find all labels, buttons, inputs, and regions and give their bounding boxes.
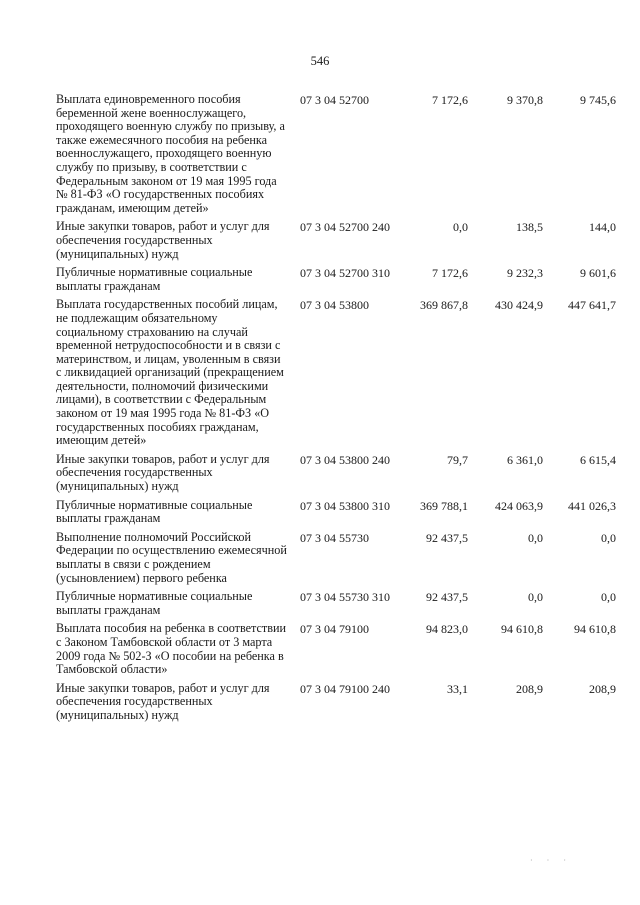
row-value-3: 94 610,8 — [574, 622, 616, 637]
row-value-3: 208,9 — [589, 681, 616, 696]
row-code: 07 3 04 53800 310 — [300, 498, 390, 513]
scan-artifact: · · · — [530, 856, 572, 865]
row-code: 07 3 04 79100 240 — [300, 681, 390, 696]
row-value-3: 0,0 — [601, 590, 616, 605]
table-row — [56, 682, 624, 723]
row-value-3: 144,0 — [589, 220, 616, 235]
row-value-1: 92 437,5 — [426, 590, 468, 605]
table-row — [56, 93, 624, 215]
row-description: Выполнение полномочий Российской Федерации по осуществлению ежемесячной выплаты в связи с рождением (усыновлением) первого ребенка — [56, 529, 287, 585]
row-description: Публичные нормативные социальные выплаты гражданам — [56, 589, 253, 617]
row-value-3: 9 601,6 — [580, 266, 616, 281]
row-value-2: 0,0 — [528, 530, 543, 545]
row-value-1: 0,0 — [453, 220, 468, 235]
row-value-1: 92 437,5 — [426, 530, 468, 545]
row-value-3: 447 641,7 — [568, 298, 616, 313]
row-value-1: 7 172,6 — [432, 266, 468, 281]
row-description: Публичные нормативные социальные выплаты гражданам — [56, 265, 253, 293]
row-value-2: 0,0 — [528, 590, 543, 605]
row-code: 07 3 04 55730 — [300, 530, 369, 545]
page-number: 546 — [310, 54, 330, 68]
row-value-2: 208,9 — [516, 681, 543, 696]
row-value-2: 430 424,9 — [495, 298, 543, 313]
row-value-2: 9 370,8 — [507, 93, 543, 107]
row-value-2: 94 610,8 — [501, 622, 543, 637]
row-value-3: 6 615,4 — [580, 452, 616, 467]
row-value-1: 33,1 — [447, 681, 468, 696]
row-value-3: 441 026,3 — [568, 498, 616, 513]
row-description: Выплата государственных пособий лицам, не подлежащим обязательному социальному страхованию на случай временной нетрудоспособности и в связи с материнством, и лицам, уволенным в связи с ликвидацией организаций (прекращением деятельности, полномочий физическими лицами), в соответствии с Федеральным законом от 19 мая 1995 года № 81-ФЗ «О государственных пособиях гражданам, имеющим детей» — [56, 297, 284, 448]
row-value-3: 9 745,6 — [580, 93, 616, 107]
row-code: 07 3 04 52700 310 — [300, 266, 390, 281]
row-value-2: 138,5 — [516, 220, 543, 235]
row-description: Иные закупки товаров, работ и услуг для обеспечения государственных (муниципальных) нужд — [56, 680, 270, 722]
row-description: Публичные нормативные социальные выплаты гражданам — [56, 497, 253, 526]
row-value-1: 7 172,6 — [432, 93, 468, 107]
row-code: 07 3 04 55730 310 — [300, 590, 390, 605]
table-row — [56, 453, 624, 494]
table-row — [56, 590, 624, 617]
row-value-1: 94 823,0 — [426, 622, 468, 637]
budget-table — [56, 93, 624, 728]
row-code: 07 3 04 53800 — [300, 298, 369, 313]
row-description: Иные закупки товаров, работ и услуг для обеспечения государственных (муниципальных) нужд — [56, 219, 270, 261]
row-value-2: 6 361,0 — [507, 452, 543, 467]
row-value-1: 79,7 — [447, 452, 468, 467]
table-row — [56, 266, 624, 293]
table-row — [56, 220, 624, 261]
table-row — [56, 499, 624, 526]
row-value-3: 0,0 — [601, 530, 616, 545]
table-row — [56, 531, 624, 585]
row-value-2: 424 063,9 — [495, 498, 543, 513]
table-row — [56, 298, 624, 448]
row-description: Выплата пособия на ребенка в соответствии с Законом Тамбовской области от 3 марта 2009 года № 502-З «О пособии на ребенка в Тамбовской области» — [56, 621, 287, 677]
row-value-1: 369 867,8 — [420, 298, 468, 313]
row-code: 07 3 04 52700 — [300, 93, 369, 107]
table-row — [56, 622, 624, 676]
row-value-1: 369 788,1 — [420, 498, 468, 513]
row-value-2: 9 232,3 — [507, 266, 543, 281]
row-code: 07 3 04 79100 — [300, 622, 369, 637]
row-code: 07 3 04 52700 240 — [300, 220, 390, 235]
row-description: Иные закупки товаров, работ и услуг для обеспечения государственных (муниципальных) нужд — [56, 451, 270, 494]
row-code: 07 3 04 53800 240 — [300, 452, 390, 467]
row-description: Выплата единовременного пособия беременной жене военнослужащего, проходящего военную службу по призыву, а также ежемесячного пособия на ребенка военнослужащего, проходящего военную службу по призыву, в соответствии с Федеральным законом от 19 мая 1995 года № 81-ФЗ «О государственных пособиях гражданам, имеющим детей» — [56, 92, 285, 215]
